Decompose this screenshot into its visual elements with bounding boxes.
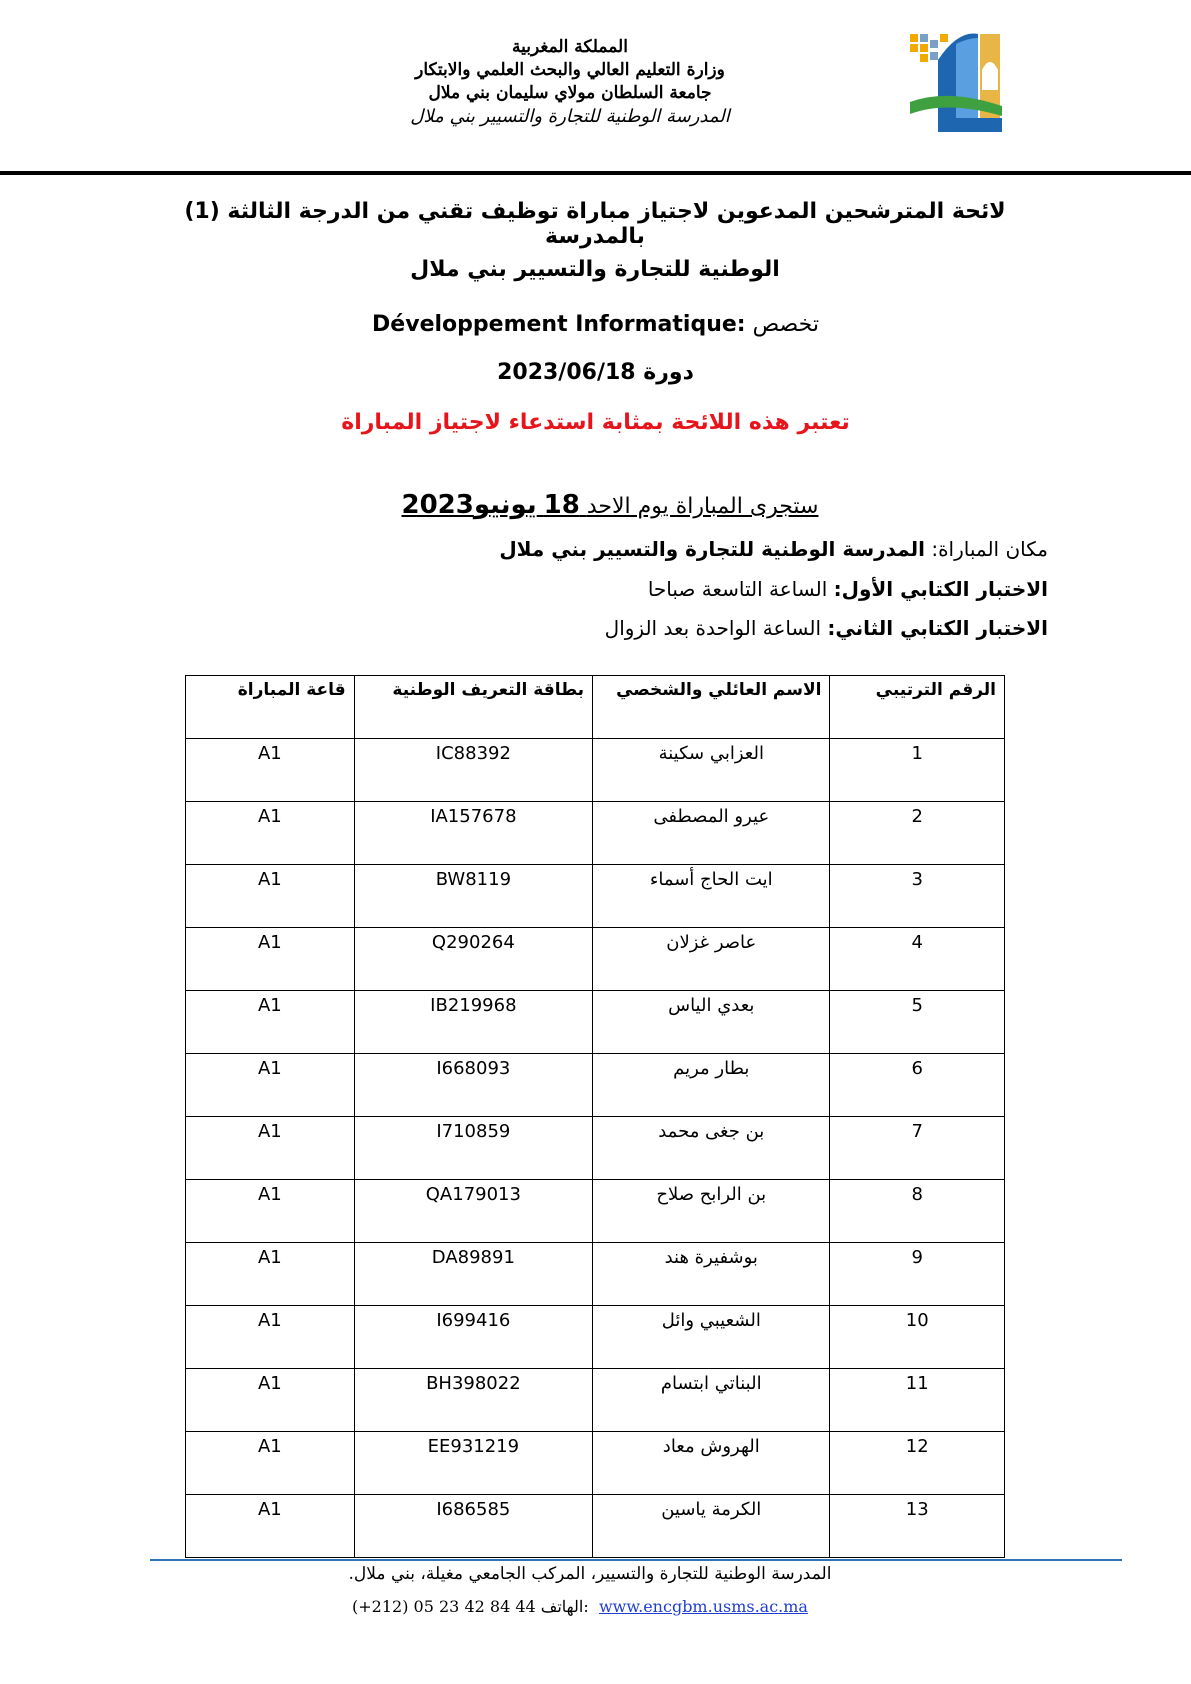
document-title-line2: الوطنية للتجارة والتسيير بني ملال xyxy=(410,257,780,282)
cell-rank: 9 xyxy=(830,1243,1005,1306)
cell-rank: 2 xyxy=(830,802,1005,865)
cell-national-id: I699416 xyxy=(354,1306,592,1369)
header-divider xyxy=(0,171,1191,175)
cell-room: A1 xyxy=(186,1495,355,1558)
cell-name: الهروش معاد xyxy=(593,1432,830,1495)
table-header-row xyxy=(186,676,1005,739)
cell-national-id: I668093 xyxy=(354,1054,592,1117)
specialty-value: Développement Informatique: xyxy=(372,312,746,337)
schedule-year: 2023 xyxy=(401,490,474,520)
table-row xyxy=(186,1243,1005,1306)
university-logo xyxy=(908,30,1004,134)
place-label: مكان المباراة: xyxy=(931,537,1048,561)
header-name: الاسم العائلي والشخصي xyxy=(593,676,830,739)
table-row xyxy=(186,739,1005,802)
exam-first-written xyxy=(648,577,1048,601)
header-room: قاعة المباراة xyxy=(186,676,355,739)
cell-room: A1 xyxy=(186,1369,355,1432)
cell-national-id: DA89891 xyxy=(354,1243,592,1306)
cell-national-id: BH398022 xyxy=(354,1369,592,1432)
convocation-notice: تعتبر هذه اللائحة بمثابة استدعاء لاجتياز المباراة xyxy=(341,410,850,435)
exam2-value: الساعة الواحدة بعد الزوال xyxy=(604,616,821,640)
exam1-value: الساعة التاسعة صباحا xyxy=(647,577,828,601)
cell-room: A1 xyxy=(186,1306,355,1369)
footer-phone-label: الهاتف: xyxy=(540,1597,589,1616)
header-university: جامعة السلطان مولاي سليمان بني ملال xyxy=(428,83,712,103)
cell-national-id: IA157678 xyxy=(354,802,592,865)
cell-room: A1 xyxy=(186,1243,355,1306)
header-rank: الرقم الترتيبي xyxy=(830,676,1005,739)
table-row xyxy=(186,1054,1005,1117)
specialty-line xyxy=(0,312,1191,337)
cell-rank: 8 xyxy=(830,1180,1005,1243)
schedule-text: ستجرى المباراة يوم الاحد xyxy=(586,494,819,519)
cell-national-id: I686585 xyxy=(354,1495,592,1558)
cell-name: الشعيبي وائل xyxy=(593,1306,830,1369)
candidates-table xyxy=(185,675,1005,1558)
footer-contact xyxy=(300,1597,860,1616)
header-kingdom: المملكة المغربية xyxy=(512,37,628,57)
cell-room: A1 xyxy=(186,1117,355,1180)
table-row xyxy=(186,928,1005,991)
cell-room: A1 xyxy=(186,1180,355,1243)
cell-name: بطار مريم xyxy=(593,1054,830,1117)
session-line xyxy=(0,360,1191,385)
cell-rank: 11 xyxy=(830,1369,1005,1432)
document-title-line1: لائحة المترشحين المدعوين لاجتياز مباراة توظيف تقني من الدرجة الثالثة (1) بالمدرسة xyxy=(184,199,1006,249)
session-date: 2023/06/18 xyxy=(497,360,636,385)
cell-rank: 7 xyxy=(830,1117,1005,1180)
cell-room: A1 xyxy=(186,928,355,991)
cell-room: A1 xyxy=(186,1432,355,1495)
table-row xyxy=(186,991,1005,1054)
cell-national-id: EE931219 xyxy=(354,1432,592,1495)
cell-name: ايت الحاج أسماء xyxy=(593,865,830,928)
cell-room: A1 xyxy=(186,991,355,1054)
cell-name: عاصر غزلان xyxy=(593,928,830,991)
table-row xyxy=(186,1180,1005,1243)
cell-name: البناتي ابتسام xyxy=(593,1369,830,1432)
table-row xyxy=(186,1117,1005,1180)
cell-room: A1 xyxy=(186,802,355,865)
cell-name: بوشفيرة هند xyxy=(593,1243,830,1306)
cell-rank: 6 xyxy=(830,1054,1005,1117)
cell-rank: 1 xyxy=(830,739,1005,802)
specialty-label: تخصص xyxy=(752,312,819,337)
cell-national-id: BW8119 xyxy=(354,865,592,928)
cell-room: A1 xyxy=(186,739,355,802)
schedule-day: 18 xyxy=(543,490,580,520)
exam2-label: الاختبار الكتابي الثاني: xyxy=(827,616,1048,640)
footer-address: المدرسة الوطنية للتجارة والتسيير، المركب الجامعي مغيلة، بني ملال. xyxy=(348,1564,832,1584)
header-school: المدرسة الوطنية للتجارة والتسيير بني ملال xyxy=(410,106,730,127)
header-ministry: وزارة التعليم العالي والبحث العلمي والابتكار xyxy=(415,60,725,80)
institution-header xyxy=(300,36,840,128)
cell-national-id: Q290264 xyxy=(354,928,592,991)
cell-rank: 12 xyxy=(830,1432,1005,1495)
schedule-line xyxy=(380,490,840,520)
cell-rank: 5 xyxy=(830,991,1005,1054)
cell-name: بعدي الياس xyxy=(593,991,830,1054)
exam1-label: الاختبار الكتابي الأول: xyxy=(833,577,1048,601)
table-row xyxy=(186,1306,1005,1369)
cell-rank: 10 xyxy=(830,1306,1005,1369)
cell-name: عيرو المصطفى xyxy=(593,802,830,865)
cell-name: الكرمة ياسين xyxy=(593,1495,830,1558)
cell-national-id: IC88392 xyxy=(354,739,592,802)
cell-name: بن جغى محمد xyxy=(593,1117,830,1180)
cell-name: العزابي سكينة xyxy=(593,739,830,802)
header-national-id: بطاقة التعريف الوطنية xyxy=(354,676,592,739)
exam-place xyxy=(499,537,1048,561)
cell-rank: 3 xyxy=(830,865,1005,928)
cell-national-id: IB219968 xyxy=(354,991,592,1054)
table-row xyxy=(186,1432,1005,1495)
place-value: المدرسة الوطنية للتجارة والتسيير بني ملال xyxy=(499,537,925,561)
table-row xyxy=(186,1495,1005,1558)
table-row xyxy=(186,1369,1005,1432)
footer-divider xyxy=(150,1559,1122,1561)
cell-national-id: QA179013 xyxy=(354,1180,592,1243)
footer-phone: (+212) 05 23 42 84 44 xyxy=(352,1597,536,1616)
cell-room: A1 xyxy=(186,1054,355,1117)
cell-rank: 4 xyxy=(830,928,1005,991)
cell-national-id: I710859 xyxy=(354,1117,592,1180)
footer-website-link[interactable]: www.encgbm.usms.ac.ma xyxy=(598,1597,808,1616)
cell-room: A1 xyxy=(186,865,355,928)
table-row xyxy=(186,865,1005,928)
schedule-month: يونيو xyxy=(473,490,537,520)
cell-name: بن الرابح صلاح xyxy=(593,1180,830,1243)
candidates-table-body xyxy=(186,739,1005,1558)
table-row xyxy=(186,802,1005,865)
session-label: دورة xyxy=(643,360,694,385)
exam-second-written xyxy=(605,616,1048,640)
cell-rank: 13 xyxy=(830,1495,1005,1558)
